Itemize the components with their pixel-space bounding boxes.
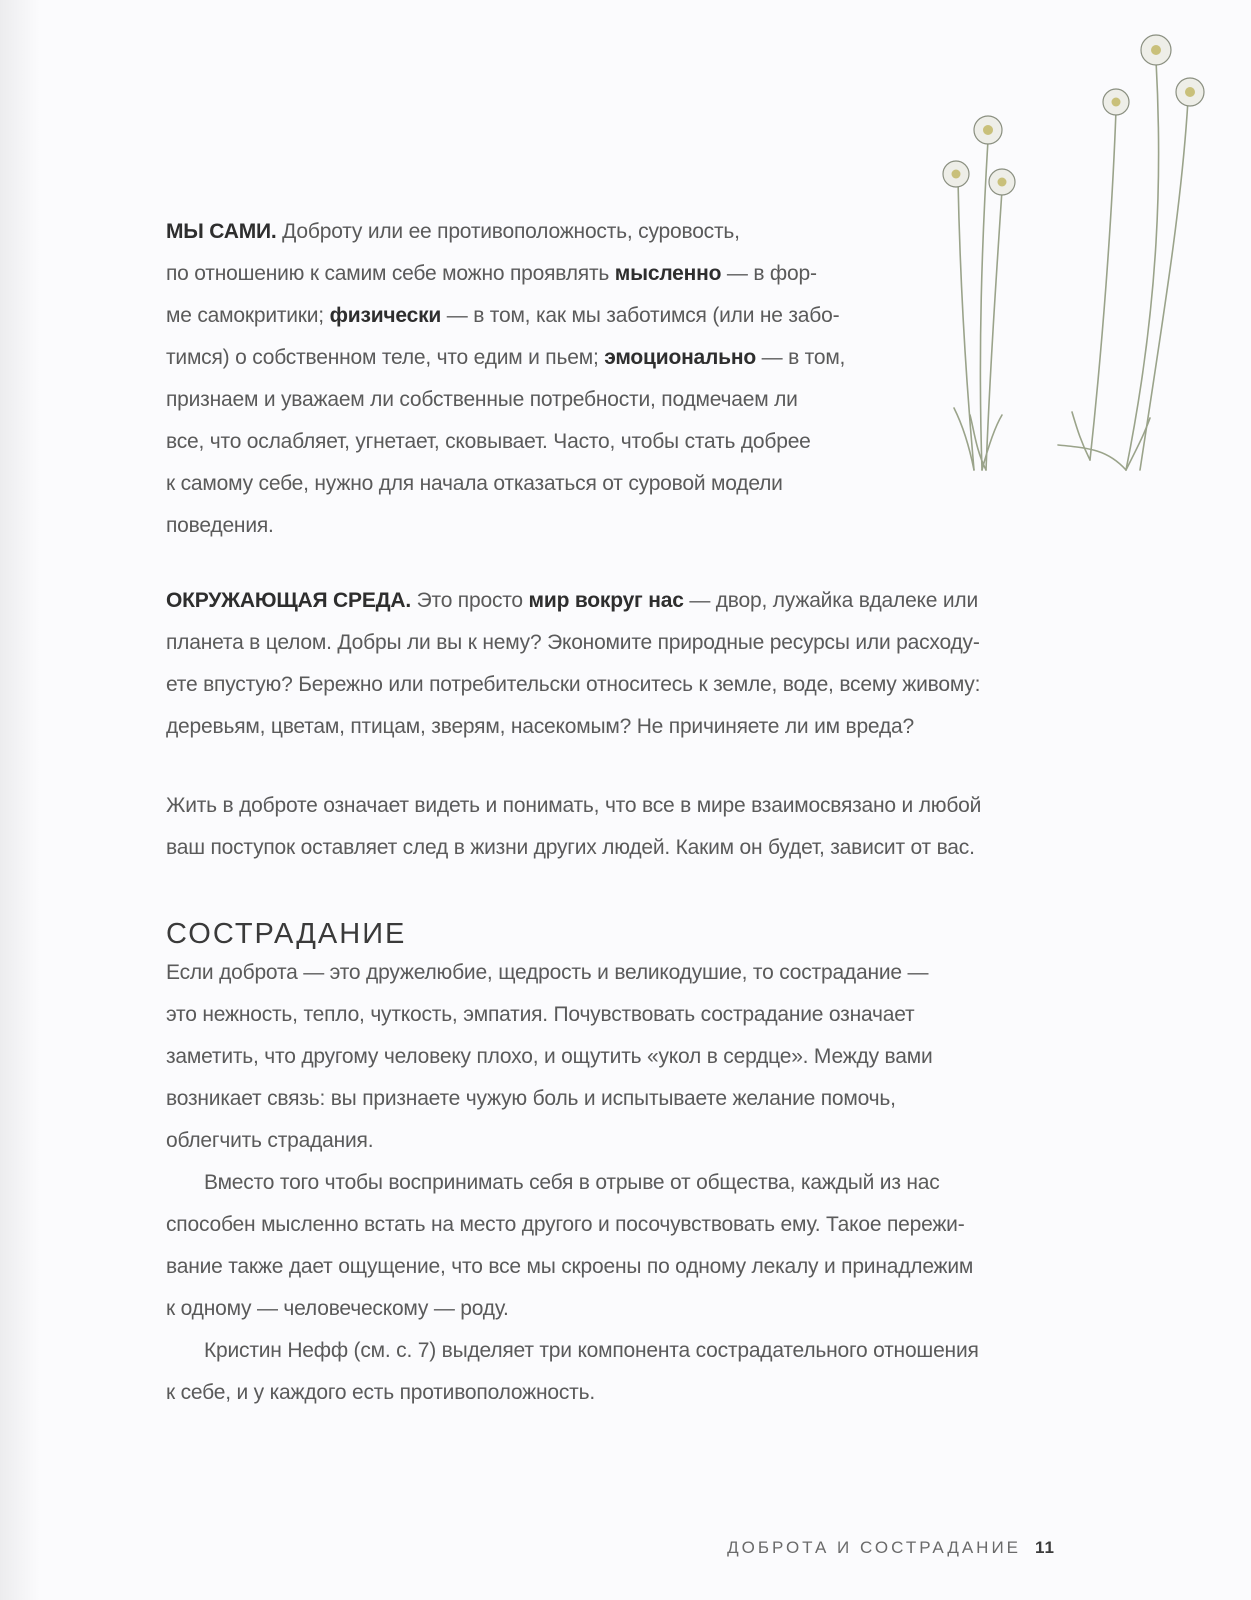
text-line: возникает связь: вы признаете чужую боль и испытываете желание помочь, — [166, 1087, 896, 1110]
text: — в фор- — [721, 262, 817, 285]
text: — в том, — [756, 346, 846, 369]
text: тимся) о собственном теле, что едим и пьем; — [166, 346, 605, 369]
emphasis-mentally: мысленно — [614, 262, 722, 285]
paragraph-self — [166, 211, 845, 547]
text-line: ете впустую? Бережно или потребительски относитесь к земле, воде, всему живому: — [166, 673, 981, 696]
emphasis-physically: физически — [329, 304, 442, 327]
section-heading: СОСТРАДАНИЕ — [166, 918, 407, 950]
paragraph-kindness — [166, 785, 981, 869]
lead-in-self: МЫ САМИ. — [166, 220, 277, 243]
text-line: это нежность, тепло, чуткость, эмпатия. Почувствовать сострадание означает — [166, 1003, 915, 1026]
text-line: заметить, что другому человеку плохо, и ощутить «укол в сердце». Между вами — [166, 1045, 933, 1068]
lead-in-environment: ОКРУЖАЮЩАЯ СРЕДА. — [166, 589, 411, 612]
text-line: Кристин Нефф (см. с. 7) выделяет три компонента сострадательного отношения — [204, 1339, 979, 1362]
page-gutter-shadow — [0, 0, 40, 1600]
text: — в том, как мы заботимся (или не забо- — [441, 304, 840, 327]
text-line: планета в целом. Добры ли вы к нему? Экономите природные ресурсы или расходу- — [166, 631, 980, 654]
text-line: Вместо того чтобы воспринимать себя в отрыве от общества, каждый из нас — [204, 1171, 940, 1194]
text-line: к одному — человеческому — роду. — [166, 1297, 509, 1320]
text-line: Если доброта — это дружелюбие, щедрость и великодушие, то сострадание — — [166, 961, 929, 984]
emphasis-emotionally: эмоционально — [604, 346, 756, 369]
text: ме самокритики; — [166, 304, 330, 327]
text: — двор, лужайка вдалеке или — [683, 589, 979, 612]
text-line: все, что ослабляет, угнетает, сковывает. Часто, чтобы стать добрее — [166, 430, 811, 453]
paragraph-environment — [166, 580, 980, 748]
text-line: ваш поступок оставляет след в жизни других людей. Каким он будет, зависит от вас. — [166, 836, 975, 859]
page-footer — [727, 1538, 1055, 1558]
page-number: 11 — [1035, 1538, 1055, 1557]
running-title: ДОБРОТА И СОСТРАДАНИЕ — [727, 1538, 1022, 1557]
text: Доброту или ее противоположность, суровость, — [276, 220, 740, 243]
text-line: облегчить страдания. — [166, 1129, 374, 1152]
text-line: к себе, и у каждого есть противоположность. — [166, 1381, 595, 1404]
text-line: поведения. — [166, 514, 274, 537]
text-line: деревьям, цветам, птицам, зверям, насекомым? Не причиняете ли им вреда? — [166, 715, 914, 738]
paragraph-compassion-1 — [166, 952, 979, 1414]
emphasis-world-around: мир вокруг нас — [528, 589, 684, 612]
text-line: способен мысленно встать на место другого и посочувствовать ему. Такое пережи- — [166, 1213, 965, 1236]
text: по отношению к самим себе можно проявлять — [166, 262, 615, 285]
text-line: признаем и уважаем ли собственные потребности, подмечаем ли — [166, 388, 798, 411]
text-line: Жить в доброте означает видеть и понимать, что все в мире взаимосвязано и любой — [166, 794, 982, 817]
text: Это просто — [410, 589, 529, 612]
text-line: вание также дает ощущение, что все мы скроены по одному лекалу и принадлежим — [166, 1255, 974, 1278]
text-line: к самому себе, нужно для начала отказаться от суровой модели — [166, 472, 783, 495]
wildflowers-icon — [930, 20, 1230, 490]
